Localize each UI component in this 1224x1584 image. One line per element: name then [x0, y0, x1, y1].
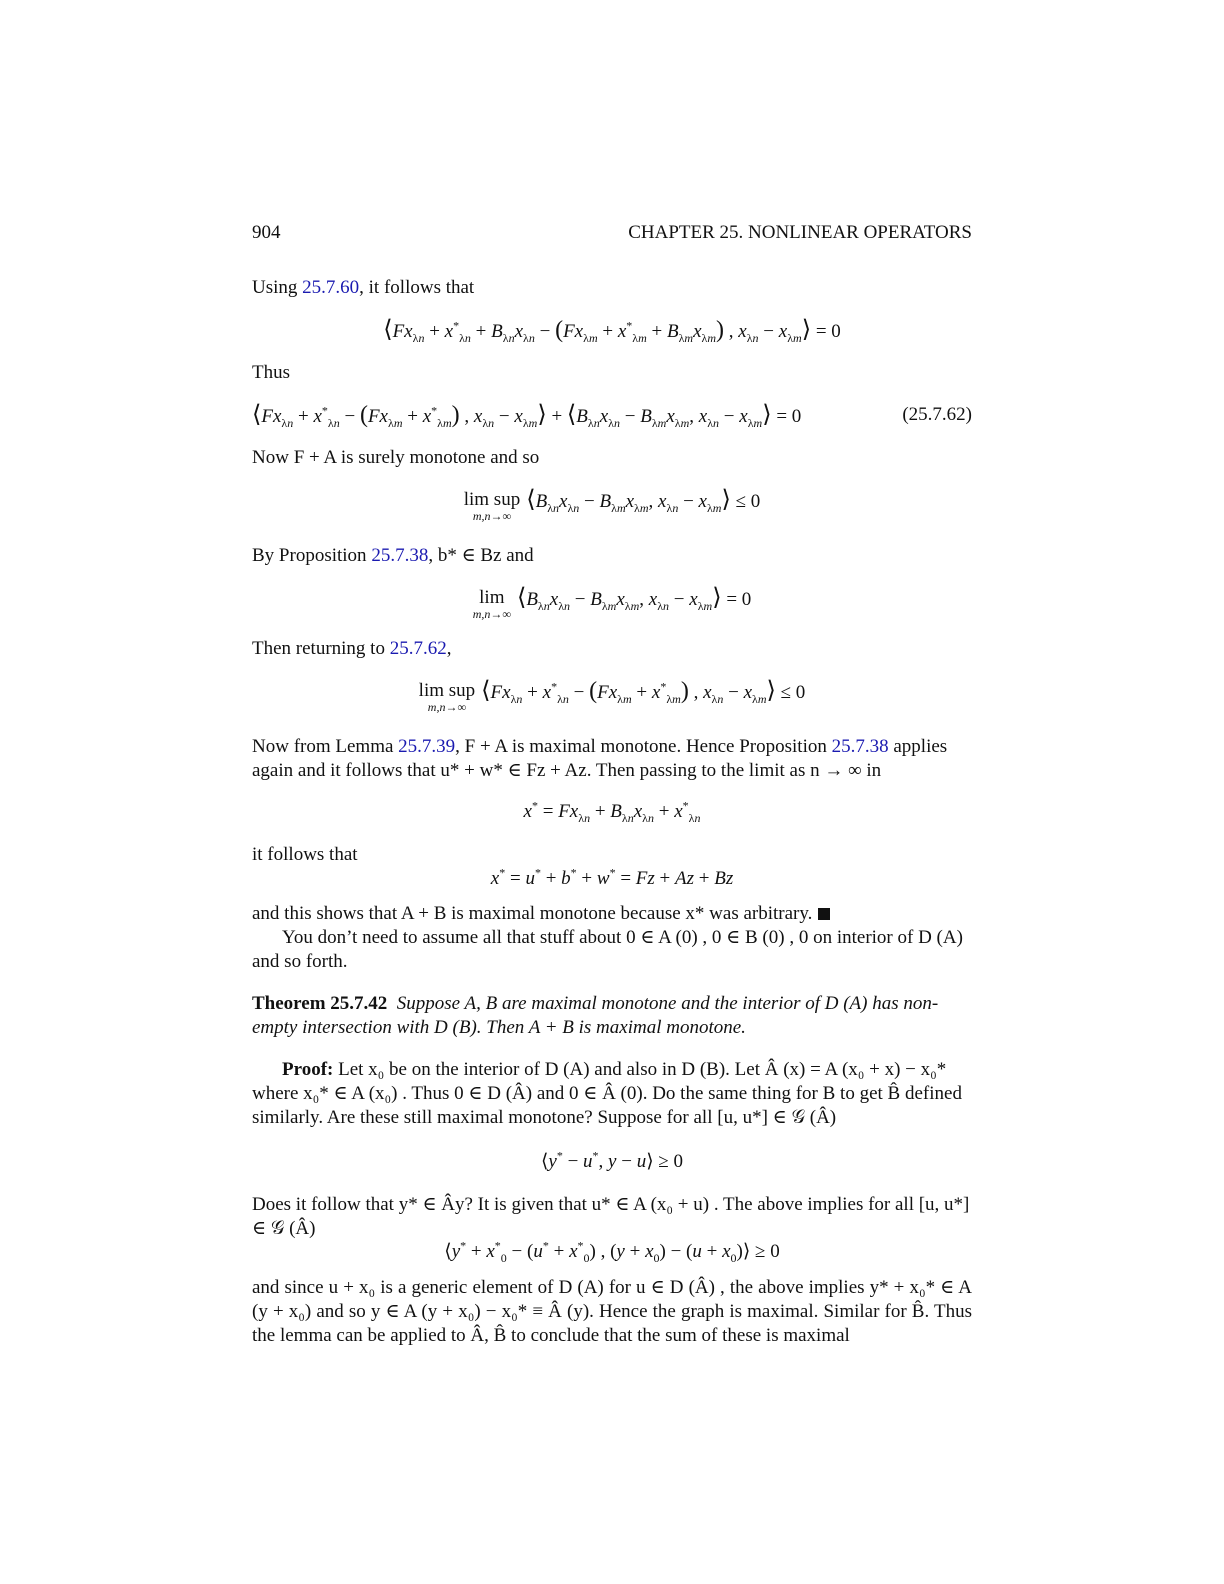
paragraph-it-follows: it follows that [252, 844, 358, 865]
equation-monotone-ineq: ⟨y* − u*, y − u⟩ ≥ 0 [540, 1148, 684, 1172]
running-header [252, 221, 972, 247]
paragraph-using: Using 25.7.60, it follows that [252, 277, 475, 298]
equation-tag: (25.7.62) [902, 404, 972, 425]
equation-limsup-f: lim sup m,n→∞ $⟨Fx_{\lambda n} + x^*_{\lambda n} - (Fx_{\lambda m} + x^*_{\lambda m})$ , $x_{\lambda n}$ − $x_{\lambda m}⟩ \le 0$ [418, 678, 806, 714]
equation-limsup-b: lim sup m,n→∞ $⟨B_{\lambda n}x_{\lambda n} - B_{\lambda m}x_{\lambda m}$, $x_{\lambda n}$ − $x_{\lambda m}⟩ \le 0$ [463, 487, 761, 523]
equation-x-star: $x^* = Fx_{\lambda n} + B_{\lambda n}x_{\lambda n} + x^*_{\lambda n}$ [523, 798, 701, 825]
page-number: 904 [252, 222, 281, 243]
equation-25-7-62: $⟨Fx_{\lambda n} + x^*_{\lambda n} - (Fx_{\lambda m} + x^*_{\lambda m})$ , $x_{\lambda n}$ − $x_{\lambda m}⟩$ + $⟨B_{\lambda n}x_{\lambda n} - B_{\lambda m}x_{\lambda m}$, $x_{\lambda n}$ − $x_{\lambda m}⟩ = 0$ (25.7.62) [252, 402, 972, 430]
qed-square-icon [818, 908, 830, 920]
proof-label: Proof: [282, 1059, 334, 1080]
paragraph-now-monotone: Now F + A is surely monotone and so [252, 447, 540, 468]
paragraph-and-shows: and this shows that A + B is maximal monotone because x* was arbitrary. [252, 902, 972, 926]
paragraph-by-proposition: By Proposition 25.7.38, b* ∈ Bz and [252, 545, 534, 566]
equation-lim-b: lim m,n→∞ $⟨B_{\lambda n}x_{\lambda n} - B_{\lambda m}x_{\lambda m}$, $x_{\lambda n}$ − $x_{\lambda m}⟩ = 0$ [472, 585, 752, 621]
paragraph-and-since: and since u + x₀ is a generic element of D (A) for u ∈ D (Â) , the above implies y* + x₀* ∈ A (y + x₀) and so y ∈ A (y + x₀) − x₀* ≡ Â (y). Hence the graph is maximal. Similar for B̂. Thus the lemma can be applied to Â, B̂ to conclude that the sum of these is maximal [252, 1277, 972, 1346]
ref-link[interactable]: 25.7.39 [398, 736, 456, 757]
paragraph-thus: Thus [252, 362, 290, 383]
theorem-label: Theorem 25.7.42 [252, 993, 388, 1014]
proof-paragraph: Proof: Let x₀ be on the interior of D (A) and also in D (B). Let Â (x) = A (x₀ + x) − x₀* where x₀* ∈ A (x₀) . Thus 0 ∈ D (Â) and 0 ∈ Â (0). Do the same thing for B to get B̂ defined similarly. Are these still maximal monotone? Suppose for all [u, u*] ∈ 𝒢 (Â) [252, 1059, 962, 1128]
ref-link[interactable]: 25.7.62 [389, 638, 447, 659]
ref-link[interactable]: 25.7.38 [831, 736, 889, 757]
theorem-body: Suppose A, B are maximal monotone and the interior of D (A) has non-empty intersection with D (B). Then A + B is maximal monotone. [252, 993, 939, 1038]
paragraph-you-dont: You don’t need to assume all that stuff about 0 ∈ A (0) , 0 ∈ B (0) , 0 on interior of D (A) and so forth. [252, 927, 963, 972]
theorem-25-7-42 [252, 992, 972, 1040]
equation-x-star-sum: x* = u* + b* + w* = Fz + Az + Bz [490, 865, 734, 889]
ref-link[interactable]: 25.7.38 [371, 545, 429, 566]
equation-shifted-ineq: ⟨y* + $x^*_0 - (u^* + x^*_0)$ , $(y + x_0) - (u$ + $x_0)⟩ \ge 0$ [444, 1238, 780, 1265]
paragraph-now-lemma: Now from Lemma 25.7.39, F + A is maximal monotone. Hence Proposition 25.7.38 applies again and it follows that u* + w* ∈ Fz + Az. Then passing to the limit as n → ∞ in [252, 736, 948, 781]
chapter-title: CHAPTER 25. NONLINEAR OPERATORS [628, 222, 972, 243]
document-page [252, 0, 972, 1584]
paragraph-does-it: Does it follow that y* ∈ Ây? It is given that u* ∈ A (x₀ + u) . The above implies for all [u, u*] ∈ 𝒢 (Â) [252, 1194, 970, 1239]
ref-link[interactable]: 25.7.60 [302, 277, 360, 298]
equation-1: $⟨Fx_{\lambda n} + x^*_{\lambda n} + B_{\lambda n}x_{\lambda n} - (Fx_{\lambda m} + x^*_{\lambda m} + B_{\lambda m}x_{\lambda m})$ , $x_{\lambda n}$ − $x_{\lambda m}⟩ = 0$ [383, 317, 841, 345]
paragraph-then-returning: Then returning to 25.7.62, [252, 638, 452, 659]
